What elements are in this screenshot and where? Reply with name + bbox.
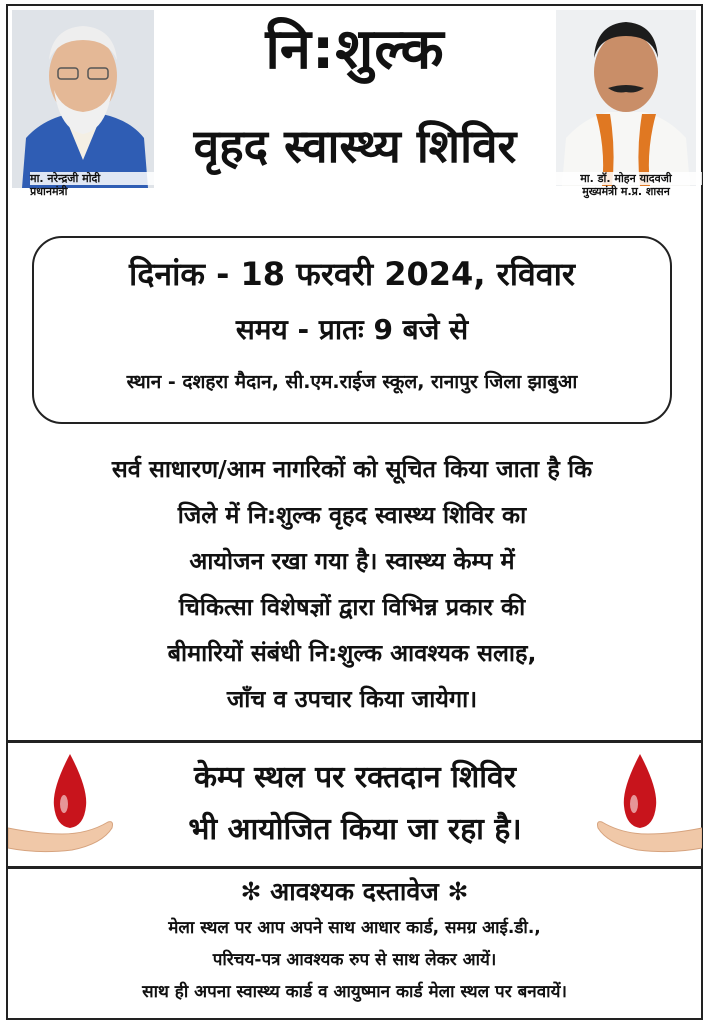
title-line-1: नि:शुल्क: [265, 17, 445, 82]
notice-line-2-highlight: नि:शुल्क वृहद स्वास्थ्य शिविर: [247, 501, 494, 529]
title-line-2: वृहद स्वास्थ्य शिविर: [193, 119, 517, 173]
notice-line-5: बीमारियों संबंधी नि:शुल्क आवश्यक सलाह,: [167, 639, 537, 667]
blood-drop-hand-right-icon: [592, 748, 702, 860]
notice-line-6: जाँच व उपचार किया जायेगा।: [226, 685, 478, 713]
notice-paragraph: [22, 446, 682, 722]
notice-line-2-post: का: [493, 501, 527, 529]
documents-heading: ✻ आवश्यक दस्तावेज ✻: [240, 877, 469, 906]
documents-line-2: परिचय-पत्र आवश्यक रुप से साथ लेकर आयें।: [212, 950, 497, 970]
notice-line-2-pre: जिले में: [177, 501, 248, 529]
notice-line-3: आयोजन रखा गया है। स्वास्थ्य केम्प में: [189, 547, 515, 575]
divider-bottom: [8, 866, 701, 869]
right-person-caption: [550, 172, 702, 198]
documents-line-3: साथ ही अपना स्वास्थ्य कार्ड व आयुष्मान कार्ड मेला स्थल पर बनवायें।: [142, 982, 567, 1002]
documents-line-1: मेला स्थल पर आप अपने साथ आधार कार्ड, समग्र आई.डी.,: [168, 918, 541, 938]
blood-donation-line-2: भी आयोजित किया जा रहा है।: [188, 812, 522, 847]
documents-text: [10, 912, 699, 1008]
blood-donation-line-1: केम्प स्थल पर रक्तदान शिविर: [193, 760, 516, 795]
person-left-image: [12, 10, 154, 188]
person-right-image: [556, 10, 696, 186]
left-person-designation: प्रधानमंत्री: [30, 185, 68, 198]
left-person-caption: [30, 172, 160, 198]
portrait-left: [12, 10, 154, 188]
divider-top: [8, 740, 701, 743]
right-person-name: मा. डॉ. मोहन यादवजी: [550, 172, 702, 185]
event-details-box: [32, 236, 672, 424]
notice-line-2: [22, 492, 682, 538]
blood-drop-hand-left-icon: [8, 748, 118, 860]
notice-line-4: चिकित्सा विशेषज्ञों द्वारा विभिन्न प्रकार की: [178, 593, 526, 621]
blood-donation-notice: [120, 752, 590, 856]
right-person-designation: मुख्यमंत्री म.प्र. शासन: [582, 185, 670, 198]
event-venue: स्थान - दशहरा मैदान, सी.एम.राईज स्कूल, रानापुर जिला झाबुआ: [126, 371, 578, 393]
left-person-name: मा. नरेन्द्रजी मोदी: [30, 172, 160, 185]
event-date: दिनांक - 18 फरवरी 2024, रविवार: [129, 255, 575, 293]
notice-line-1: सर्व साधारण/आम नागरिकों को सूचित किया जाता है कि: [111, 455, 593, 483]
portrait-right: [556, 10, 696, 186]
event-time: समय - प्रातः 9 बजे से: [235, 313, 469, 346]
